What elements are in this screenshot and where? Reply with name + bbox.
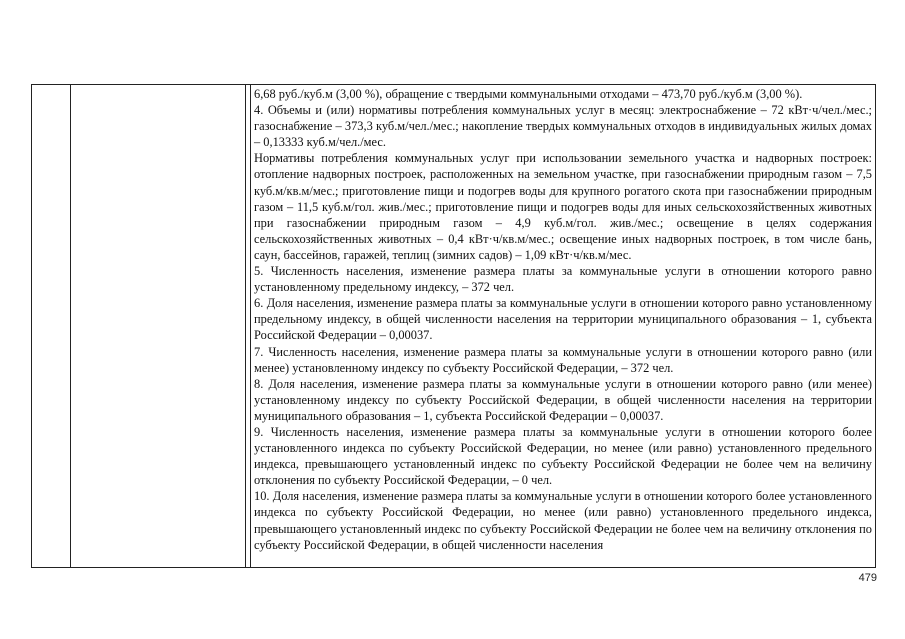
table-cell-content <box>251 85 875 567</box>
paragraph: 9. Численность населения, изменение размера платы за коммунальные услуги в отношении которого более установленного индекса по субъекту Российской Федерации, но менее (или равно) установленного предельного индекса, превышающего установленный индекс по субъекту Российской Федерации не более чем на величину отклонения по субъекту Российской Федерации, – 0 чел. <box>254 424 872 488</box>
paragraph: 8. Доля населения, изменение размера платы за коммунальные услуги в отношении которого равно (или менее) установленному индексу по субъекту Российской Федерации, в общей численности населения на территории муниципального образования – 1, субъекта Российской Федерации – 0,00037. <box>254 376 872 423</box>
paragraph: 6,68 руб./куб.м (3,00 %), обращение с твердыми коммунальными отходами – 473,70 руб./куб.м (3,00 %). <box>254 87 803 101</box>
table-column-divider <box>245 85 246 567</box>
paragraph: 6. Доля населения, изменение размера платы за коммунальные услуги в отношении которого равно установленному предельному индексу, в общей численности населения на территории муниципального образования – 1, субъекта Российской Федерации – 0,00037. <box>254 296 872 343</box>
paragraph: 4. Объемы и (или) нормативы потребления коммунальных услуг в месяц: электроснабжение – 72 кВт·ч/чел./мес.; газоснабжение – 373,3 куб.м/чел./мес.; накопление твердых коммунальных отходов в индивидуальных жилых домах – 0,13333 куб.м/чел./мес. <box>254 103 872 150</box>
paragraph: Нормативы потребления коммунальных услуг при использовании земельного участка и надворных построек: отопление надворных построек, расположенных на земельном участке, при газоснабжении природным газом – 7,5 куб.м/кв.м/мес.; приготовление пищи и подогрев воды для крупного рогатого скота при газоснабжении природным газом – 11,5 куб.м/гол. жив./мес.; приготовление пищи и подогрев воды для иных сельскохозяйственных животных при газоснабжении природным газом – 4,9 куб.м/гол. жив./мес.; освещение в целях содержания сельскохозяйственных животных – 0,4 кВт·ч/кв.м/мес.; освещение иных надворных построек, в том числе бань, саун, бассейнов, гаражей, теплиц (зимних садов) – 1,09 кВт·ч/кв.м/мес. <box>254 151 872 262</box>
document-table <box>31 84 876 568</box>
table-column-divider <box>70 85 71 567</box>
paragraph: 7. Численность населения, изменение размера платы за коммунальные услуги в отношении которого равно (или менее) установленному индексу по субъекту Российской Федерации, – 372 чел. <box>254 344 872 375</box>
paragraph: 10. Доля населения, изменение размера платы за коммунальные услуги в отношении которого более установленного индекса по субъекту Российской Федерации, но менее (или равно) установленного предельного индекса, превышающего установленный индекс по субъекту Российской Федерации не более чем на величину отклонения по субъекту Российской Федерации, в общей численности населения <box>254 489 872 552</box>
paragraph: 5. Численность населения, изменение размера платы за коммунальные услуги в отношении которого равно установленному предельному индексу, – 372 чел. <box>254 264 872 295</box>
page-number: 479 <box>858 572 877 584</box>
